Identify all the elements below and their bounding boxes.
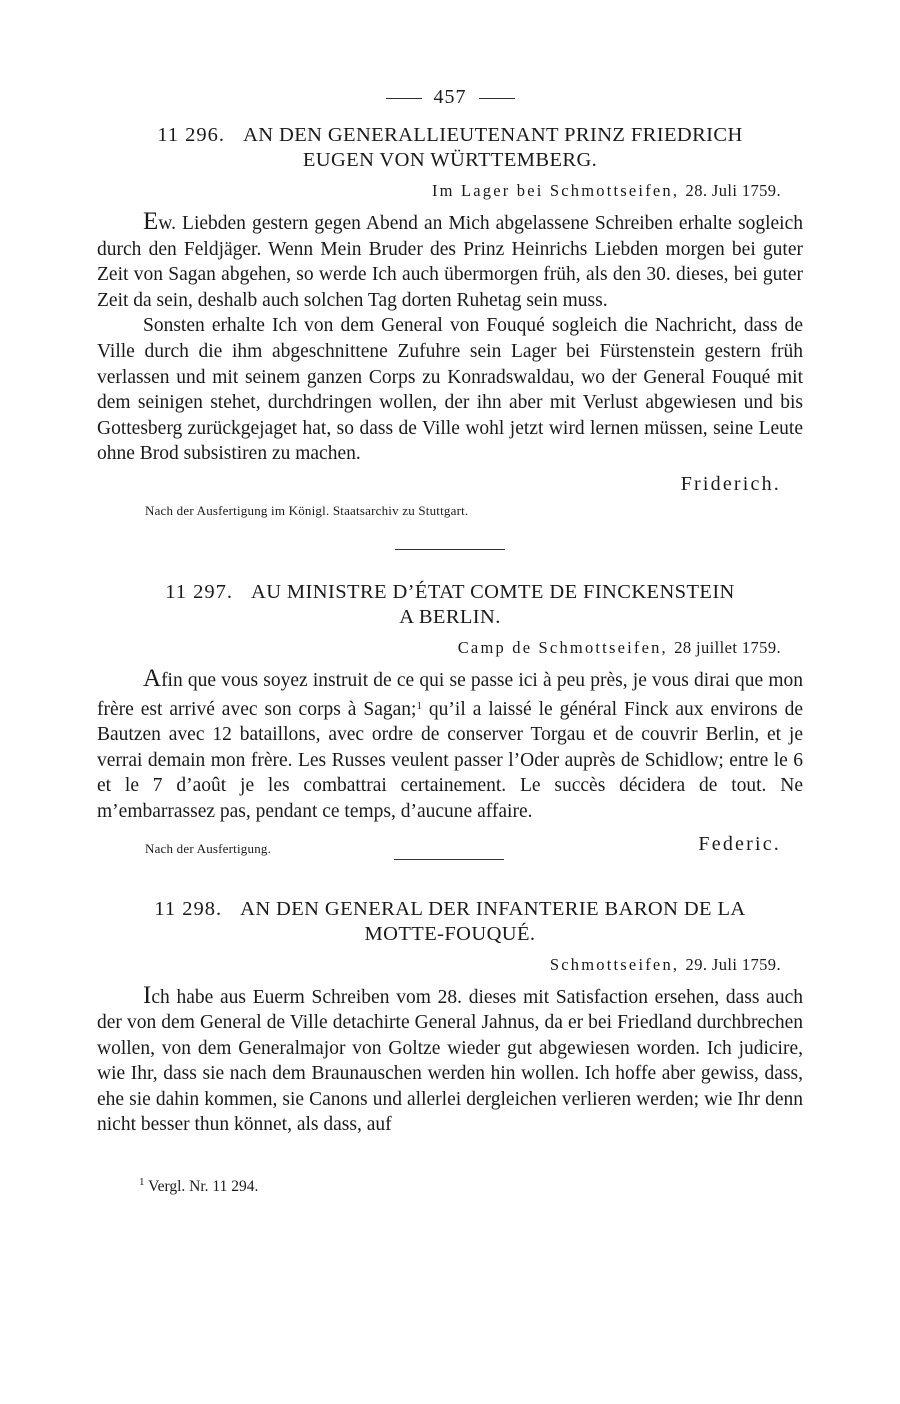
letter-paragraph	[97, 209, 803, 313]
signature: Federic.	[698, 832, 781, 855]
dateline-place: Schmottseifen,	[549, 954, 680, 974]
heading-line-2: MOTTE-FOUQUÉ.	[364, 922, 536, 945]
letter-11298	[97, 897, 803, 1139]
spacer	[97, 873, 803, 897]
footnote-text: Vergl. Nr. 11 294.	[148, 1178, 259, 1196]
paragraph-text: fin que vous soyez instruit de ce qui se passe ici à peu près, je vous dirai que mon frère est arrivé avec son corps à Sagan;	[97, 669, 803, 720]
dateline-date: 28 juillet 1759.	[674, 637, 781, 657]
letter-paragraph	[97, 666, 803, 825]
letter-paragraph	[97, 313, 803, 467]
footnote-separator	[97, 1148, 803, 1176]
source-note: Nach der Ausfertigung im Königl. Staatsarchiv zu Stuttgart.	[145, 502, 469, 518]
paragraph-text: Sonsten erhalte Ich von dem General von Fouqué sogleich die Nachricht, dass de Ville durch die ihm abgeschnittene Zufuhre sein Lager bei Fürstenstein gestern früh verlassen und mit seinem ganzen Corps zu Konradswaldau, wo der General Fouqué mit dem seinigen stehet, durchdringen wollen, der ihn aber mit Verlust abgewiesen und bis Gottesberg zurückgejaget hat, so dass de Ville wohl jetzt wird lernen müssen, seine Leute ohne Brod subsistiren zu machen.	[97, 315, 803, 465]
section-divider	[395, 549, 505, 550]
signature: Friderich.	[680, 472, 781, 495]
letter-11296	[97, 123, 803, 519]
dateline	[97, 638, 803, 658]
page-number	[97, 86, 803, 109]
initial-letter: E	[143, 208, 159, 235]
heading-line-2: EUGEN VON WÜRTTEMBERG.	[302, 149, 598, 171]
section-divider	[394, 859, 504, 860]
dateline	[97, 955, 803, 975]
footnote-reference: 1	[416, 699, 422, 712]
heading-line-1: AN DEN GENERALLIEUTENANT PRINZ FRIEDRICH	[243, 124, 743, 146]
dateline	[97, 181, 803, 201]
letter-heading	[97, 580, 803, 630]
footnote-mark: 1	[139, 1176, 145, 1189]
letter-11297	[97, 580, 803, 863]
letter-heading	[97, 123, 803, 173]
letter-number: 11 296.	[157, 124, 226, 146]
letter-heading	[97, 897, 803, 947]
letter-paragraph	[97, 983, 803, 1139]
document-page	[97, 86, 803, 1196]
signature-row	[97, 473, 803, 503]
letter-number: 11 297.	[165, 580, 233, 603]
page-number-text: 457	[433, 86, 467, 108]
page-number-dash-left	[386, 98, 422, 99]
paragraph-text-continued: qu’il a laissé le général Finck aux environs de Bautzen avec 12 bataillons, avec ordre de conserver Torgau et de couvrir Berlin, et je verrai demain mon frère. Les Russes veulent passer l’Oder auprès de Schidlow; entre le 6 et le 7 d’août je les combattrai certainement. Le succès décidera de tout. Ne m’embarrassez pas, pendant ce temps, d’aucune affaire.	[97, 698, 804, 822]
initial-letter: I	[143, 981, 152, 1009]
footnote	[97, 1176, 803, 1196]
letter-number: 11 298.	[154, 897, 223, 920]
dateline-date: 28. Juli 1759.	[685, 181, 781, 200]
heading-line-2: A BERLIN.	[399, 605, 501, 628]
heading-line-1: AN DEN GENERAL DER INFANTERIE BARON DE LA	[240, 897, 746, 920]
source-note: Nach der Ausfertigung.	[145, 840, 272, 856]
paragraph-text: w. Liebden gestern gegen Abend an Mich abgelassene Schreiben erhalte sogleich durch den Feldjäger. Wenn Mein Bruder des Prinz Heinrichs Liebden morgen bei guter Zeit von Sagan abgehen, so werde Ich auch übermorgen früh, als den 30. dieses, bei guter Zeit da sein, deshalb auch solchen Tag dorten Ruhetag sein muss.	[97, 213, 803, 311]
paragraph-text: ch habe aus Euerm Schreiben vom 28. dieses mit Satisfaction ersehen, dass auch der von dem General de Ville detachirte General Jahnus, da er bei Friedland durchbrechen wollen, von dem Generalmajor von Goltze wieder gut abgewiesen worden. Ich judicire, wie Ihr, dass sie nach dem Braunauschen werden hin wollen. Ich hoffe aber gewiss, dass, ehe sie dahin kommen, sie Canons und allerlei dergleichen verlieren werden; wie Ihr denn nicht besser thun könnet, als dass, auf	[97, 986, 803, 1136]
dateline-date: 29. Juli 1759.	[685, 954, 781, 974]
initial-letter: A	[143, 664, 162, 692]
page-number-dash-right	[479, 98, 515, 99]
heading-line-1: AU MINISTRE D’ÉTAT COMTE DE FINCKENSTEIN	[251, 580, 735, 603]
signature-source-row	[97, 831, 803, 863]
dateline-place: Camp de Schmottseifen,	[457, 637, 668, 657]
dateline-place: Im Lager bei Schmottseifen,	[431, 181, 680, 200]
